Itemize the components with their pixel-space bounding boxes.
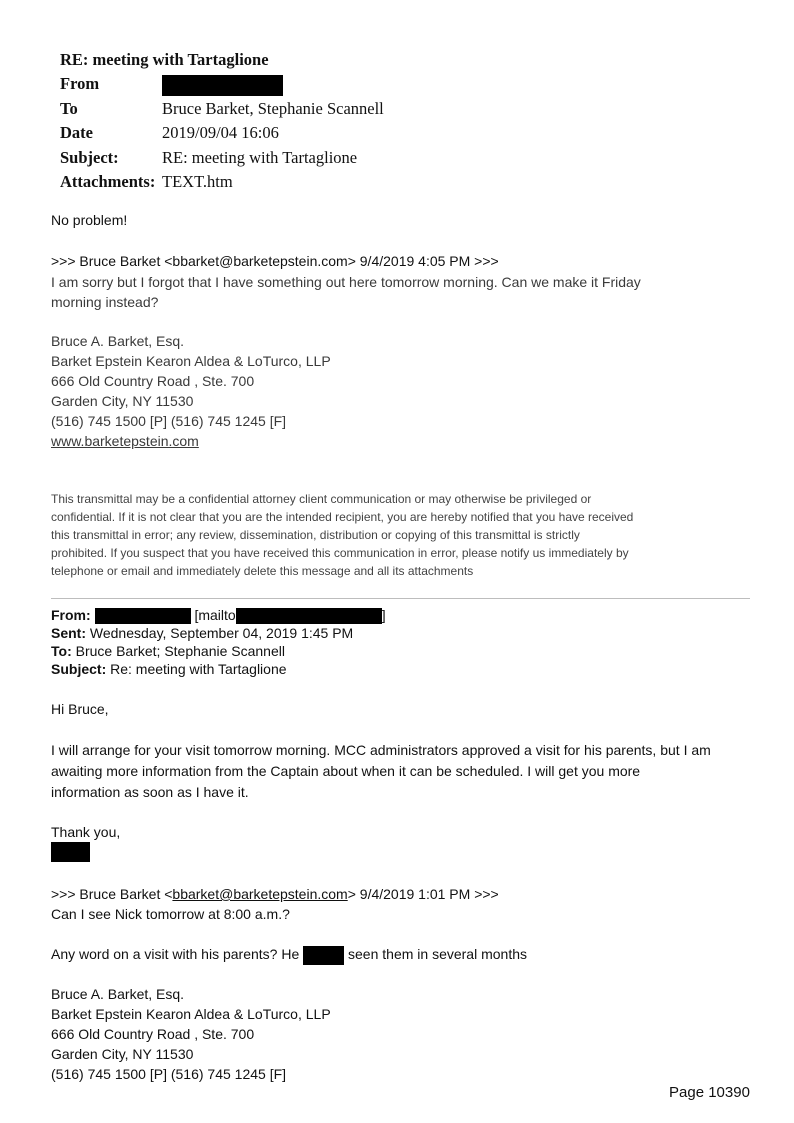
- quote-header: >>> Bruce Barket <bbarket@barketepstein.com> 9/4/2019 4:05 PM >>>: [51, 253, 499, 269]
- quote-line: I am sorry but I forgot that I have something out here tomorrow morning. Can we make it Friday: [51, 274, 641, 290]
- redacted-signature: [51, 842, 90, 862]
- fwd-to-row: [51, 642, 285, 660]
- subject-row: [60, 146, 384, 171]
- quote-line: morning instead?: [51, 294, 159, 310]
- email-title: RE: meeting with Tartaglione: [60, 50, 269, 69]
- message-line: awaiting more information from the Captain about when it can be scheduled. I will get you more: [51, 763, 641, 779]
- message-line: I will arrange for your visit tomorrow morning. MCC administrators approved a visit for his parents, but I am: [51, 742, 711, 758]
- disclaimer-line: telephone or email and immediately delete this message and all its attachments: [51, 564, 474, 578]
- mailto-open: [mailto: [194, 607, 236, 623]
- fwd-from-label: From:: [51, 607, 91, 623]
- closing: Thank you,: [51, 824, 121, 840]
- redacted-sender: [162, 75, 283, 96]
- signature-phone: (516) 745 1500 [P] (516) 745 1245 [F]: [51, 1066, 287, 1082]
- quote2-header: [51, 884, 499, 904]
- greeting: Hi Bruce,: [51, 701, 109, 717]
- fwd-sent-value: Wednesday, September 04, 2019 1:45 PM: [89, 625, 354, 641]
- quote2-line: Can I see Nick tomorrow at 8:00 a.m.?: [51, 906, 290, 922]
- attachment-link[interactable]: TEXT.htm: [162, 172, 233, 191]
- signature-firm: Barket Epstein Kearon Aldea & LoTurco, LLP: [51, 353, 331, 369]
- fwd-from-row: [51, 606, 386, 624]
- page-number: Page 10390: [669, 1084, 750, 1101]
- mailto-close: ]: [381, 607, 386, 623]
- fwd-to-value: Bruce Barket; Stephanie Scannell: [75, 643, 285, 659]
- reply-body: No problem!: [51, 212, 128, 228]
- date-value: 2019/09/04 16:06: [162, 123, 279, 142]
- signature-name: Bruce A. Barket, Esq.: [51, 986, 185, 1002]
- to-label: To: [60, 98, 78, 118]
- fwd-sent-row: [51, 624, 353, 642]
- from-label: From: [60, 74, 100, 93]
- email-link[interactable]: bbarket@barketepstein.com: [172, 886, 348, 902]
- date-label: Date: [60, 123, 93, 142]
- fwd-subject-label: Subject:: [51, 661, 107, 677]
- signature-city: Garden City, NY 11530: [51, 1046, 194, 1062]
- disclaimer-line: confidential. If it is not clear that you are the intended recipient, you are hereby notified that you have received: [51, 510, 634, 524]
- fwd-sent-label: Sent:: [51, 625, 86, 641]
- quote2-suffix: > 9/4/2019 1:01 PM >>>: [347, 886, 499, 902]
- website-link[interactable]: www.barketepstein.com: [51, 433, 199, 449]
- signature-firm: Barket Epstein Kearon Aldea & LoTurco, LLP: [51, 1006, 331, 1022]
- from-row: [60, 72, 384, 97]
- disclaimer-line: prohibited. If you suspect that you have received this communication in error, please notify us immediately by: [51, 546, 629, 560]
- fwd-subject-row: [51, 660, 287, 678]
- subject-value: RE: meeting with Tartaglione: [162, 147, 358, 167]
- quote2-prefix: >>> Bruce Barket <: [51, 886, 173, 902]
- redacted-name: [95, 608, 191, 624]
- email-metadata: [60, 48, 384, 195]
- to-value: Bruce Barket, Stephanie Scannell: [162, 98, 384, 118]
- signature-website-line: [51, 431, 199, 451]
- disclaimer-line: This transmittal may be a confidential attorney client communication or may otherwise be privileged or: [51, 492, 592, 506]
- quote2-line2-after: seen them in several months: [348, 946, 527, 962]
- signature-phone: (516) 745 1500 [P] (516) 745 1245 [F]: [51, 413, 287, 429]
- quote2-line2: [51, 944, 527, 965]
- fwd-to-label: To:: [51, 643, 72, 659]
- signature-city: Garden City, NY 11530: [51, 393, 194, 409]
- attachments-row: [60, 170, 384, 195]
- disclaimer-line: this transmittal in error; any review, dissemination, distribution or copying of this transmittal is strictly: [51, 528, 580, 542]
- date-row: [60, 121, 384, 146]
- signature-name: Bruce A. Barket, Esq.: [51, 333, 185, 349]
- divider: [51, 598, 750, 599]
- attachments-label: Attachments:: [60, 172, 156, 191]
- redacted-word: [303, 946, 344, 965]
- redacted-signature-block: [51, 842, 90, 862]
- redacted-email: [236, 608, 382, 624]
- subject-label: Subject:: [60, 147, 119, 167]
- message-line: information as soon as I have it.: [51, 784, 249, 800]
- signature-address: 666 Old Country Road , Ste. 700: [51, 373, 255, 389]
- quote2-line2-before: Any word on a visit with his parents? He: [51, 946, 300, 962]
- to-row: [60, 97, 384, 122]
- signature-address: 666 Old Country Road , Ste. 700: [51, 1026, 255, 1042]
- fwd-subject-value: Re: meeting with Tartaglione: [110, 661, 287, 677]
